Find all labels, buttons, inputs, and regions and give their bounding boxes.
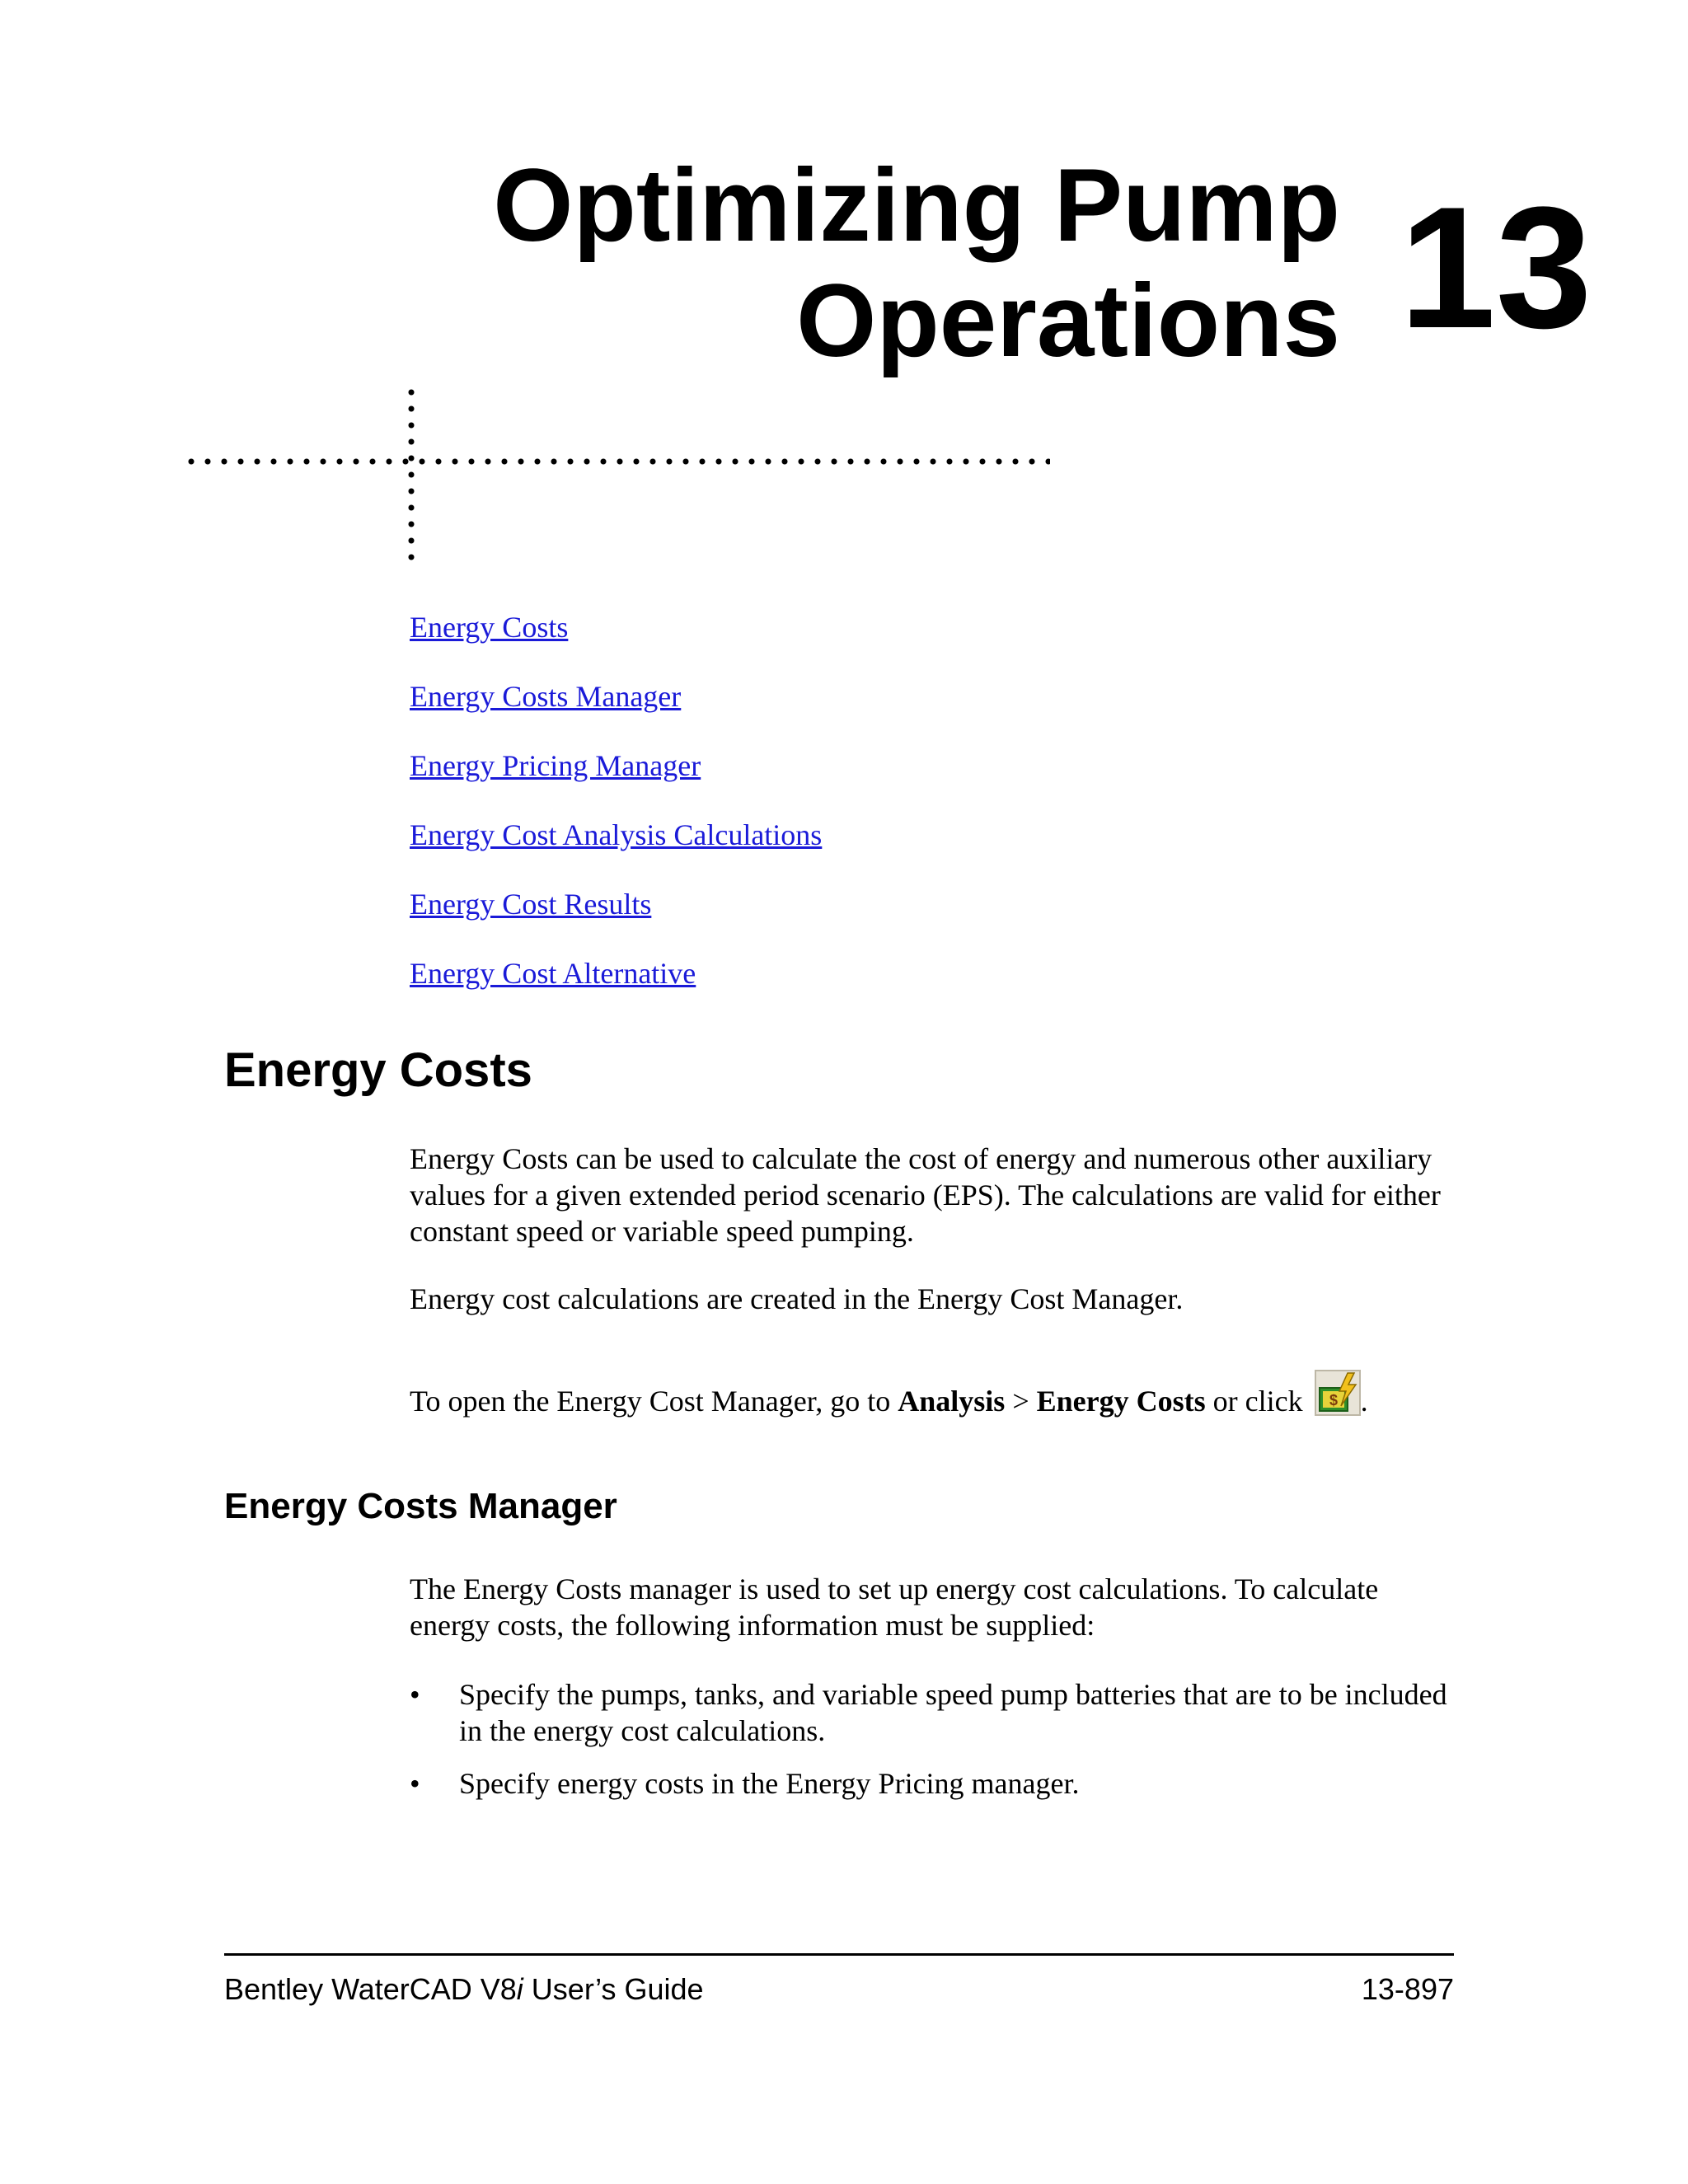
menu-path-analysis: Analysis [898,1385,1006,1418]
energy-costs-paragraph-1: Energy Costs can be used to calculate the cost of energy and numerous other auxiliary values for a given extended period scenario (EPS). The calculations are valid for either constant speed or variable speed pumping. [410,1142,1441,1248]
energy-costs-paragraph-2: Energy cost calculations are created in the Energy Cost Manager. [410,1282,1184,1315]
toc-item [410,956,822,1025]
para3-suffix: or click [1205,1385,1303,1418]
energy-costs-paragraph-3 [410,1370,1456,1419]
toc-link-energy-cost-results[interactable]: Energy Cost Results [410,888,652,921]
footer-page-number: 13-897 [1361,1972,1454,2006]
toc-item [410,818,822,887]
toc-link-energy-cost-alternative[interactable]: Energy Cost Alternative [410,957,696,990]
toc-item [410,887,822,956]
energy-costs-toolbar-icon [1315,1370,1361,1416]
menu-path-energy-costs: Energy Costs [1036,1385,1206,1418]
requirements-list [410,1676,1456,1818]
list-item: • Specify energy costs in the Energy Pricing manager. [410,1767,1080,1800]
toc-item [410,610,822,679]
footer-book-title: Bentley WaterCAD V8i User’s Guide [224,1972,704,2006]
bullet: • [410,1767,420,1800]
toc-link-energy-cost-analysis-calculations[interactable]: Energy Cost Analysis Calculations [410,818,823,851]
list-item: • Specify the pumps, tanks, and variable speed pump batteries that are to be included in the energy cost calculations. [410,1678,1447,1747]
toc-link-energy-costs[interactable]: Energy Costs [410,611,569,644]
chapter-number: 13 [1400,171,1592,364]
para3-prefix: To open the Energy Cost Manager, go to [410,1385,898,1418]
section-heading-energy-costs-manager: Energy Costs Manager [224,1486,617,1526]
bullet: • [410,1678,420,1711]
dotted-rule-vertical [408,384,415,565]
chapter-toc [410,610,822,1025]
toc-item [410,748,822,818]
chapter-title-line1: Optimizing Pump [493,148,1340,263]
energy-costs-manager-paragraph: The Energy Costs manager is used to set up energy cost calculations. To calculate energy costs, the following information must be supplied: [410,1572,1379,1642]
svg-text:$: $ [1329,1392,1338,1408]
footer-rule [224,1953,1454,1956]
dotted-rule-horizontal [183,458,1050,465]
toc-link-energy-costs-manager[interactable]: Energy Costs Manager [410,680,682,713]
toc-link-energy-pricing-manager[interactable]: Energy Pricing Manager [410,749,701,782]
toc-item [410,679,822,748]
para3-end: . [1360,1385,1368,1418]
chapter-title-line2: Operations [796,264,1340,378]
section-heading-energy-costs: Energy Costs [224,1043,532,1097]
chapter-title [269,148,1340,379]
menu-path-separator: > [1005,1385,1037,1418]
